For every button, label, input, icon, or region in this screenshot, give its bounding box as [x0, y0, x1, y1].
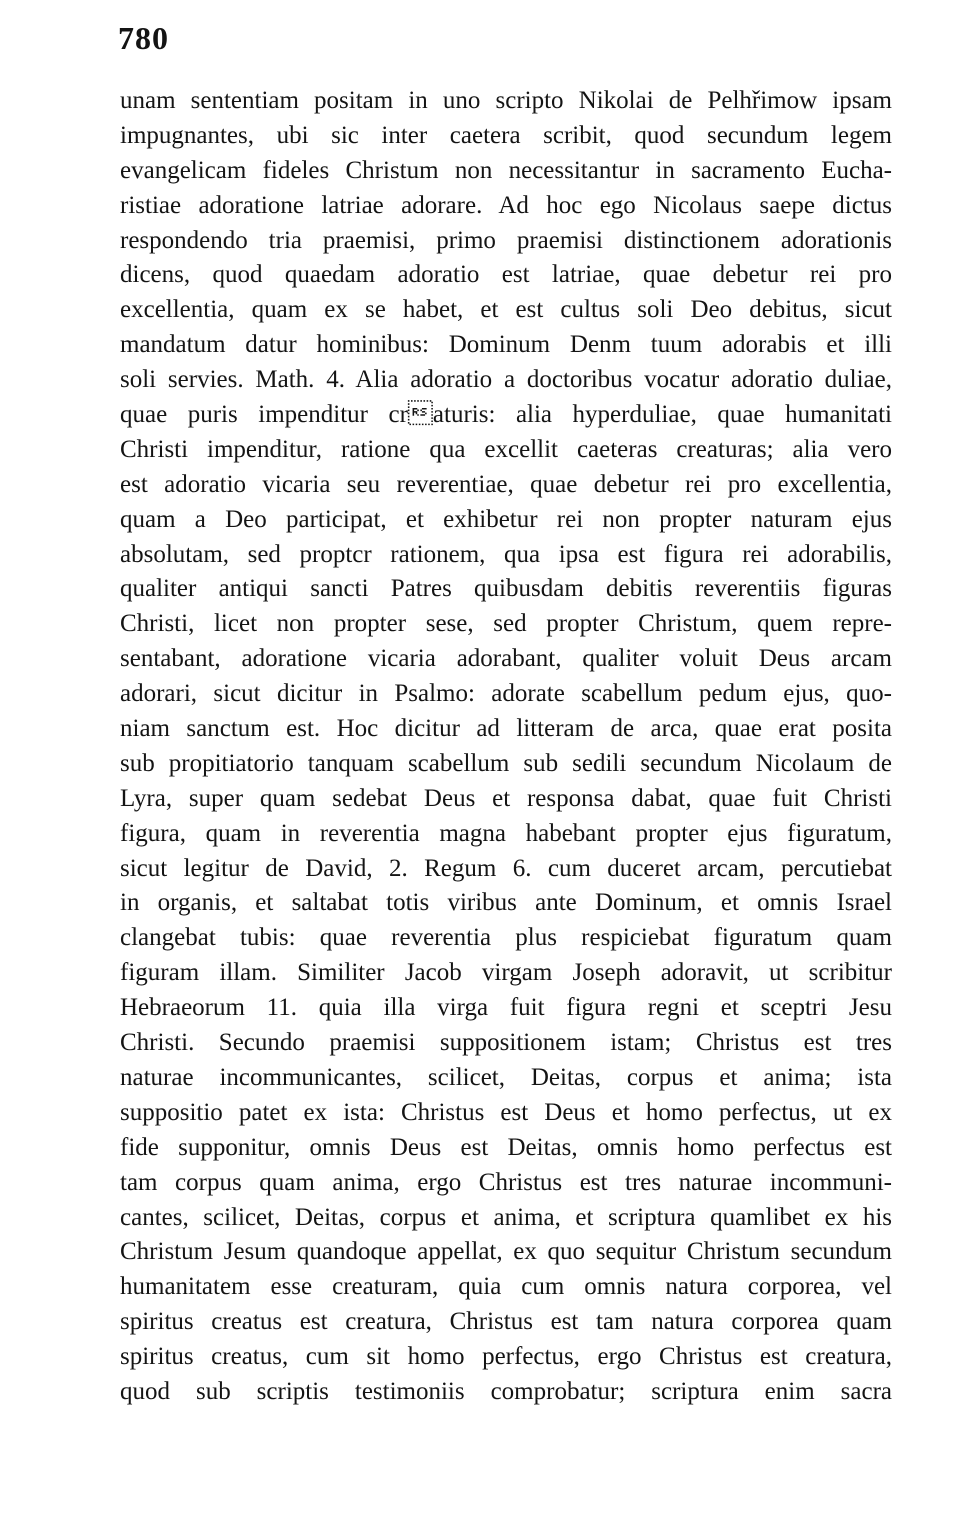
text-line: quae puris impenditur cr aturis: alia hyperduliae, quae humanitati: [120, 401, 892, 429]
text-line: sub propitiatorio tanquam scabellum sub sedili secundum Nicolaum de: [120, 749, 892, 777]
text-line: adorari, sicut dicitur in Psalmo: adorate scabellum pedum ejus, quo-: [120, 680, 892, 708]
text-line: niam sanctum est. Hoc dicitur ad litteram de arca, quae erat posita: [120, 715, 892, 743]
text-line: quod sub scriptis testimoniis comprobatur; scriptura enim sacra: [120, 1377, 892, 1405]
text-line: naturae incommunicantes, scilicet, Deitas, corpus et anima; ista: [120, 1063, 892, 1091]
text-line: evangelicam fideles Christum non necessitantur in sacramento Eucha-: [120, 156, 892, 184]
text-line: est adoratio vicaria seu reverentiae, quae debetur rei pro excellentia,: [120, 470, 892, 498]
text-line: mandatum datur hominibus: Dominum Denm tuum adorabis et illi: [120, 331, 892, 359]
text-line: ristiae adoratione latriae adorare. Ad hoc ego Nicolaus saepe dictus: [120, 191, 892, 219]
text-line: clangebat tubis: quae reverentia plus respiciebat figuratum quam: [120, 924, 892, 952]
text-line: excellentia, quam ex se habet, et est cultus soli Deo debitus, sicut: [120, 296, 892, 324]
text-line: sentabant, adoratione vicaria adorabant, qualiter voluit Deus arcam: [120, 645, 892, 673]
text-line: tam corpus quam anima, ergo Christus est tres naturae incommuni-: [120, 1168, 892, 1196]
text-line: respondendo tria praemisi, primo praemisi distinctionem adorationis: [120, 226, 892, 254]
text-line: absolutam, sed proptcr rationem, qua ipsa est figura rei adorabilis,: [120, 540, 892, 568]
text-line: fide supponitur, omnis Deus est Deitas, omnis homo perfectus est: [120, 1133, 892, 1161]
text-line: spiritus creatus est creatura, Christus est tam natura corporea quam: [120, 1308, 892, 1336]
text-line: unam sententiam positam in uno scripto Nikolai de Pelhřimow ipsam: [120, 87, 892, 114]
text-line: Christi, licet non propter sese, sed propter Christum, quem repre-: [120, 610, 892, 638]
text-line: Christi. Secundo praemisi suppositionem istam; Christus est tres: [120, 1029, 892, 1057]
text-line: Hebraeorum 11. quia illa virga fuit figura regni et sceptri Jesu: [120, 994, 892, 1022]
text-line: qualiter antiqui sancti Patres quibusdam debitis reverentiis figuras: [120, 575, 892, 603]
text-line: Lyra, super quam sedebat Deus et responsa dabat, quae fuit Christi: [120, 784, 892, 812]
text-line: spiritus creatus, cum sit homo perfectus, ergo Christus est creatura,: [120, 1343, 892, 1371]
text-line: dicens, quod quaedam adoratio est latriae, quae debetur rei pro: [120, 261, 892, 289]
text-line: figura, quam in reverentia magna habebant propter ejus figuratum,: [120, 819, 892, 847]
text-line: cantes, scilicet, Deitas, corpus et anima, et scriptura quamlibet ex his: [120, 1203, 892, 1231]
text-line: soli servies. Math. 4. Alia adoratio a doctoribus vocatur adoratio duliae,: [120, 366, 892, 394]
text-line: in organis, et saltabat totis viribus ante Dominum, et omnis Israel: [120, 889, 892, 917]
body-text: [120, 84, 892, 1410]
text-line: quam a Deo participat, et exhibetur rei non propter naturam ejus: [120, 505, 892, 533]
text-line: impugnantes, ubi sic inter caetera scribit, quod secundum legem: [120, 121, 892, 149]
text-line: figuram illam. Similiter Jacob virgam Joseph adoravit, ut scribitur: [120, 959, 892, 987]
text-line: Christum Jesum quandoque appellat, ex quo sequitur Christum secundum: [120, 1238, 892, 1266]
text-line: Christi impenditur, ratione qua excellit caeteras creaturas; alia vero: [120, 435, 892, 463]
text-line: suppositio patet ex ista: Christus est Deus et homo perfectus, ut ex: [120, 1098, 892, 1126]
page-number: 780: [118, 20, 169, 56]
text-line: humanitatem esse creaturam, quia cum omnis natura corporea, vel: [120, 1273, 892, 1301]
text-line: sicut legitur de David, 2. Regum 6. cum duceret arcam, percutiebat: [120, 854, 892, 882]
